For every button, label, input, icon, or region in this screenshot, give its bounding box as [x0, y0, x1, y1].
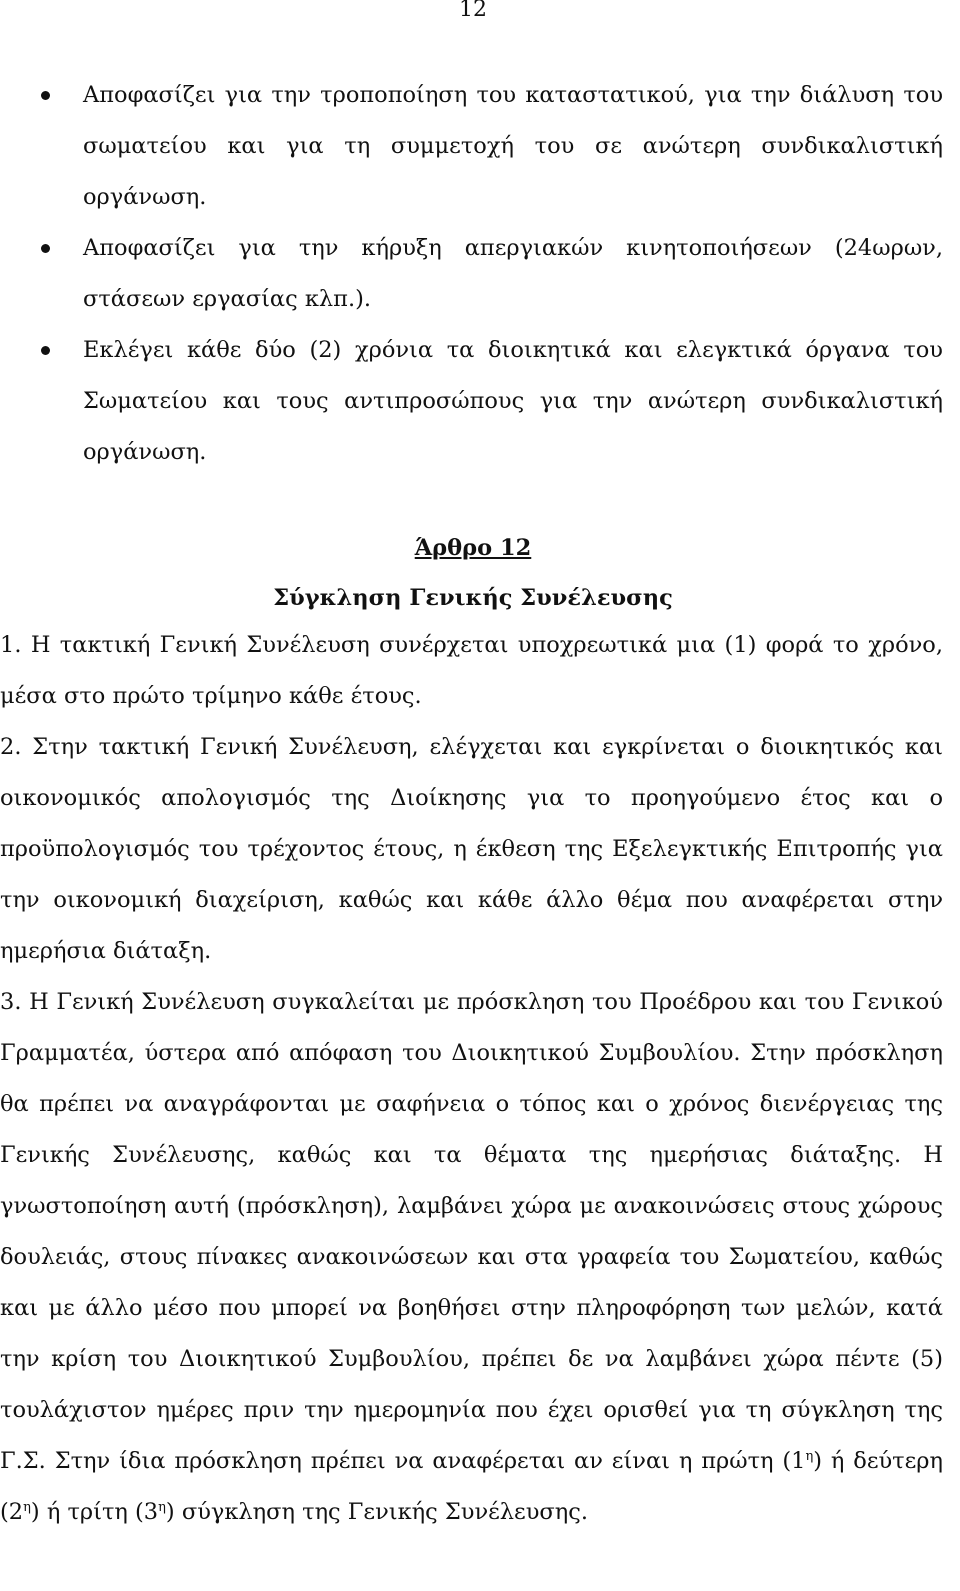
paragraph-3-text: 3. Η Γενική Συνέλευση συγκαλείται με πρόσκληση του Προέδρου και του Γενικού Γραμματέα, ύστερα από απόφαση του Διοικητικού Συμβουλίου. Στην πρόσκληση θα πρέπει να αναγράφονται με σαφήνεια ο τόπος και ο χρόνος διενέργειας της Γενικής Συνέλευσης, καθώς και τα θέματα της ημερήσιας διάταξης. Η γνωστοποίηση αυτή (πρόσκληση), λαμβάνει χώρα με ανακοινώσεις στους χώρους δουλειάς, στους πίνακες ανακοινώσεων και στα γραφεία του Σωματείου, καθώς και με άλλο μέσο που μπορεί να βοηθήσει στην πληροφόρηση των μελών, κατά την κρίση του Διοικητικού Συμβουλίου, πρέπει δε να λαμβάνει χώρα πέντε (5) τουλάχιστον ημέρες πριν την ημερομηνία που έχει ορισθεί για τη σύγκληση της Γ.Σ. Στην ίδια πρόσκληση πρέπει να αναφέρεται αν είναι η πρώτη (1: [0, 989, 943, 1474]
article-number: [0, 523, 946, 573]
bullet-dot-icon: [41, 346, 50, 355]
bullet-text: Αποφασίζει για την τροποποίηση του καταστατικού, για την διάλυση του σωματείου και για τη συμμετοχή του σε ανώτερη συνδικαλιστική οργάνωση.: [83, 82, 943, 210]
ordinal-marker: η: [805, 1449, 814, 1464]
bullet-item: [0, 70, 943, 223]
paragraph-3-text: ) ή τρίτη (3: [30, 1499, 159, 1525]
bullet-dot-icon: [41, 91, 50, 100]
article-heading: [0, 523, 946, 623]
page-number: 12: [459, 0, 487, 22]
paragraph-1: 1. Η τακτική Γενική Συνέλευση συνέρχεται υποχρεωτικά μια (1) φορά το χρόνο, μέσα στο πρώτο τρίμηνο κάθε έτους.: [0, 632, 943, 709]
paragraph-3: [0, 977, 943, 1538]
article-body: [0, 620, 943, 1538]
ordinal-marker: η: [158, 1500, 166, 1515]
bullet-list: [0, 70, 960, 478]
bullet-dot-icon: [41, 244, 50, 253]
paragraph-3-text: ) ή δεύτερη (2: [0, 1448, 943, 1525]
article-title: Σύγκληση Γενικής Συνέλευσης: [273, 585, 673, 611]
article-number-text: Άρθρο 12: [414, 535, 532, 561]
paragraph-3-text: ) σύγκληση της Γενικής Συνέλευσης.: [165, 1499, 588, 1525]
paragraph-2: 2. Στην τακτική Γενική Συνέλευση, ελέγχεται και εγκρίνεται ο διοικητικός και οικονομικός απολογισμός της Διοίκησης για το προηγούμενο έτος και ο προϋπολογισμός του τρέχοντος έτους, η έκθεση της Εξελεγκτικής Επιτροπής για την οικονομική διαχείριση, καθώς και κάθε άλλο θέμα που αναφέρεται στην ημερήσια διάταξη.: [0, 734, 943, 964]
ordinal-marker: η: [23, 1500, 31, 1515]
bullet-item: [0, 223, 943, 325]
bullet-item: [0, 325, 943, 478]
bullet-text: Αποφασίζει για την κήρυξη απεργιακών κινητοποιήσεων (24ωρων, στάσεων εργασίας κλπ.).: [83, 235, 943, 312]
bullet-text: Εκλέγει κάθε δύο (2) χρόνια τα διοικητικά και ελεγκτικά όργανα του Σωματείου και τους αντιπροσώπους για την ανώτερη συνδικαλιστική οργάνωση.: [83, 337, 943, 465]
